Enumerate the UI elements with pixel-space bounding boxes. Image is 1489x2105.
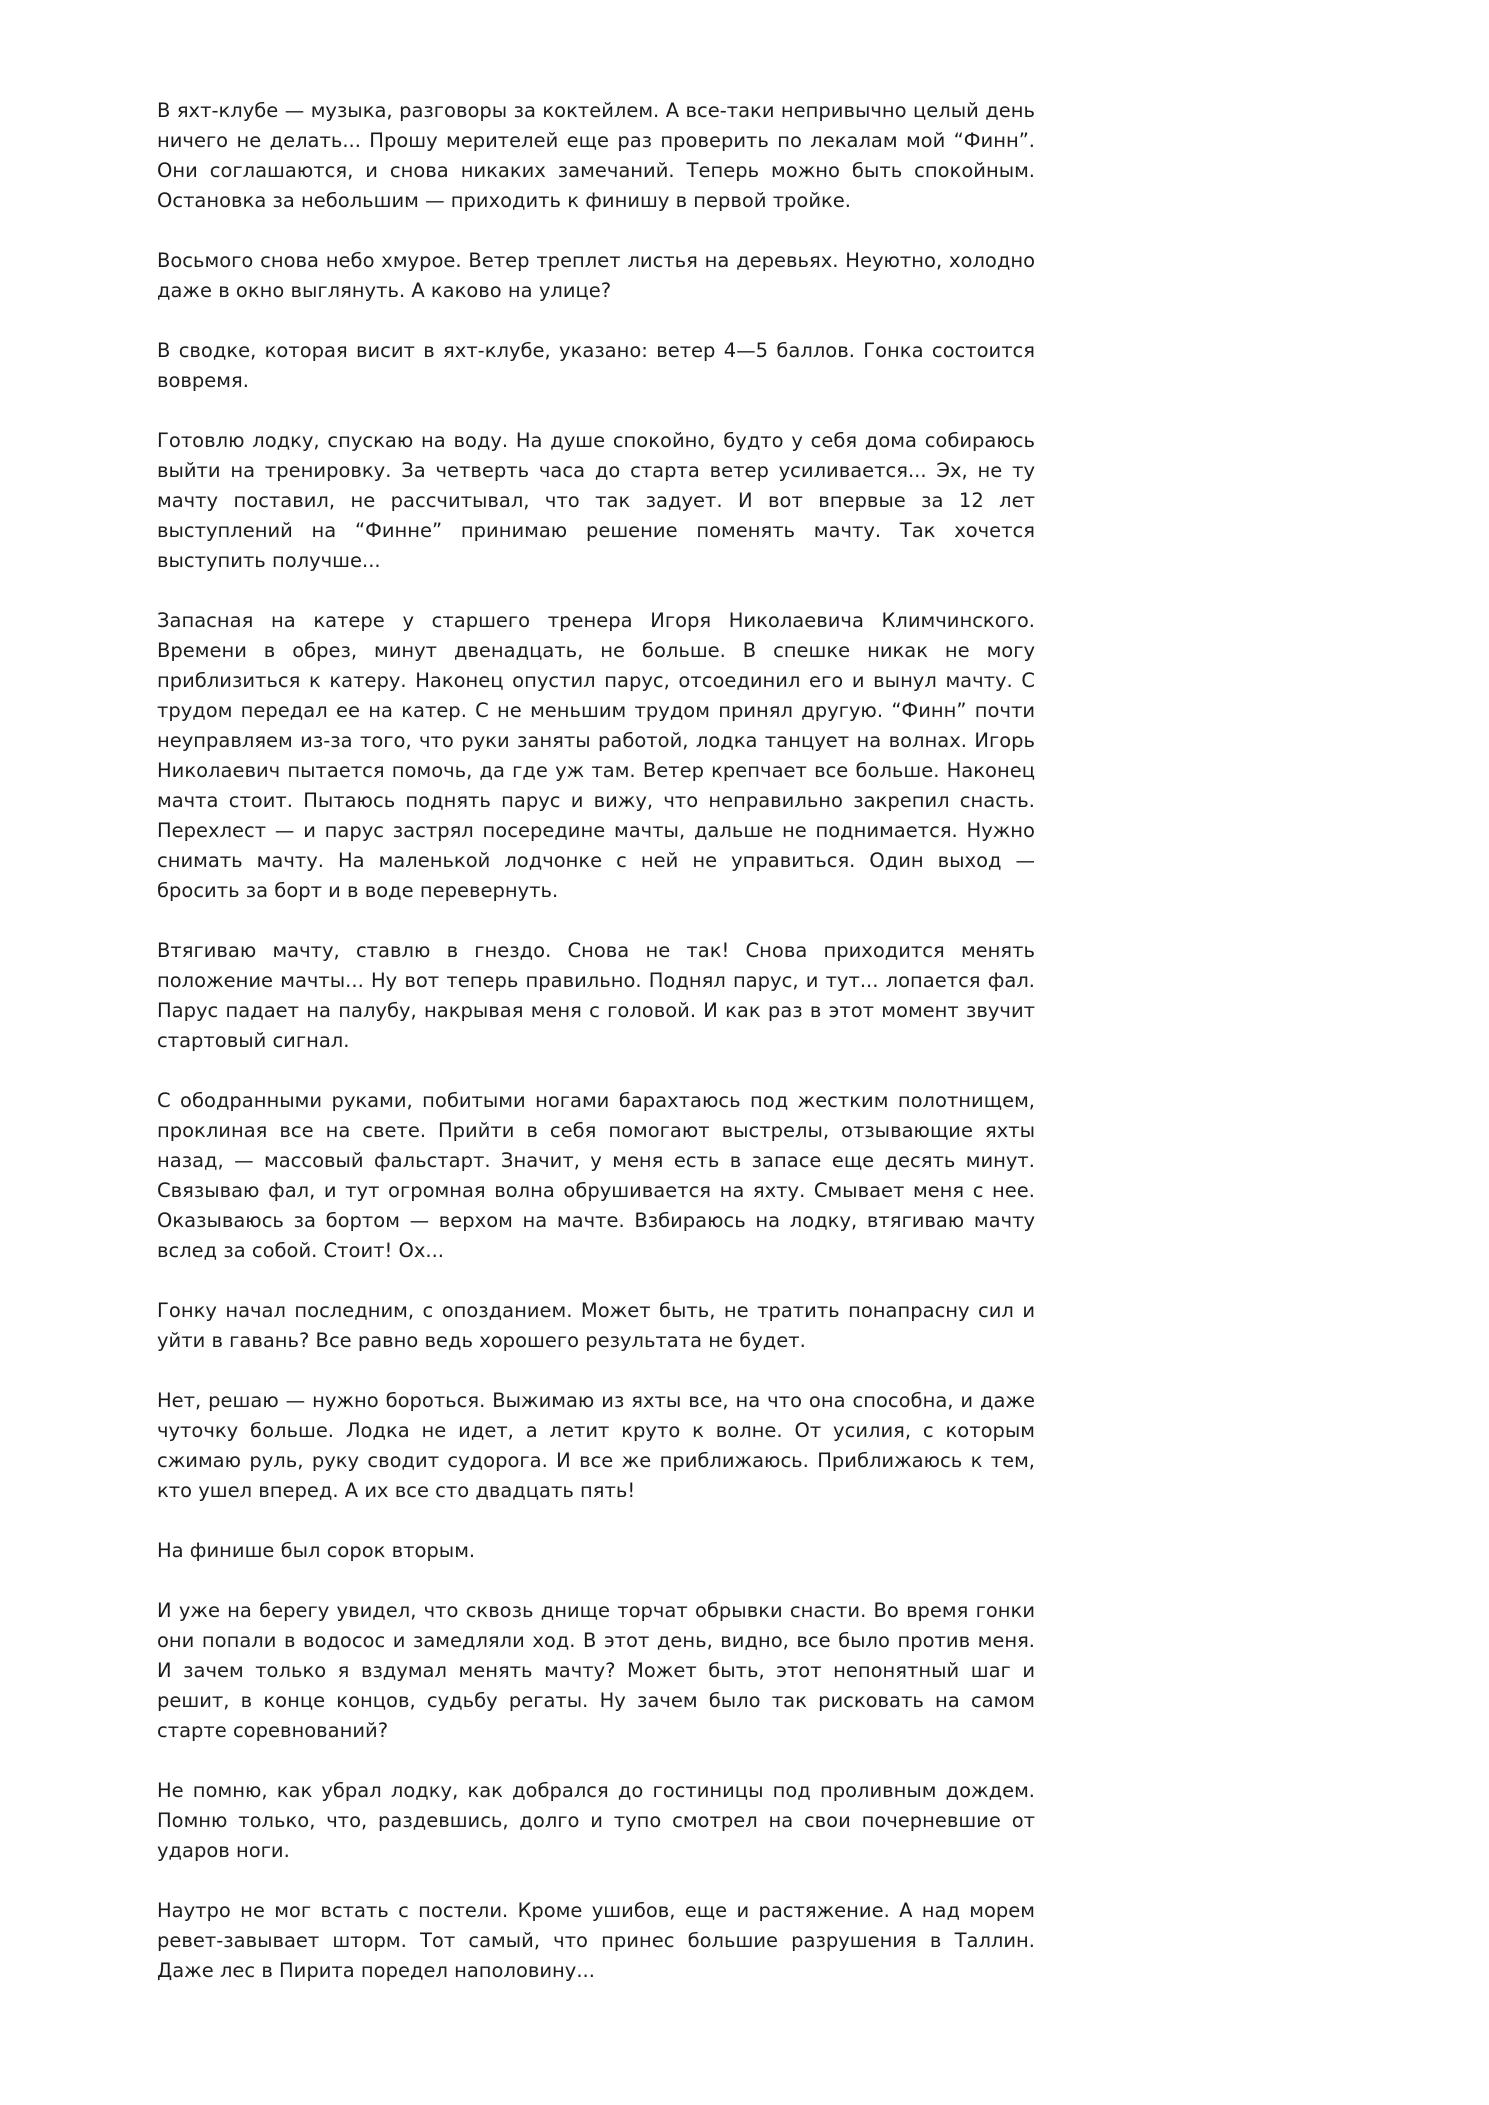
paragraph: Не помню, как убрал лодку, как добрался до гостиницы под проливным дождем. Помню только, что, раздевшись, долго и тупо смотрел на свои почерневшие от ударов ноги. [157, 1779, 1035, 1862]
paragraph: Гонку начал последним, с опозданием. Может быть, не тратить понапрасну сил и уйти в гавань? Все равно ведь хорошего результата не будет. [157, 1299, 1035, 1352]
paragraph: И уже на берегу увидел, что сквозь днище торчат обрывки снасти. Во время гонки они попали в водосос и замедляли ход. В этот день, видно, все было против меня. И зачем только я вздумал менять мачту? Может быть, этот непонятный шаг и решит, в конце концов, судьбу регаты. Ну зачем было так рисковать на самом старте соревнований? [157, 1599, 1035, 1742]
paragraph: Восьмого снова небо хмурое. Ветер треплет листья на деревьях. Неуютно, холодно даже в окно выглянуть. А каково на улице? [157, 249, 1035, 302]
paragraph: В яхт-клубе — музыка, разговоры за коктейлем. А все-таки непривычно целый день ничего не делать... Прошу мерителей еще раз проверить по лекалам мой “Финн”. Они соглашаются, и снова никаких замечаний. Теперь можно быть спокойным. Остановка за небольшим — приходить к финишу в первой тройке. [157, 99, 1035, 212]
paragraph: Запасная на катере у старшего тренера Игоря Николаевича Климчинского. Времени в обрез, минут двенадцать, не больше. В спешке никак не могу приблизиться к катеру. Наконец опустил парус, отсоединил его и вынул мачту. С трудом передал ее на катер. С не меньшим трудом принял другую. “Финн” почти неуправляем из-за того, что руки заняты работой, лодка танцует на волнах. Игорь Николаевич пытается помочь, да где уж там. Ветер крепчает все больше. Наконец мачта стоит. Пытаюсь поднять парус и вижу, что неправильно закрепил снасть. Перехлест — и парус застрял посередине мачты, дальше не поднимается. Нужно снимать мачту. На маленькой лодчонке с ней не управиться. Один выход — бросить за борт и в воде перевернуть. [157, 609, 1035, 902]
paragraph: Наутро не мог встать с постели. Кроме ушибов, еще и растяжение. А над морем ревет-завывает шторм. Тот самый, что принес большие разрушения в Таллин. Даже лес в Пирита поредел наполовину... [157, 1899, 1035, 1982]
paragraph: Готовлю лодку, спускаю на воду. На душе спокойно, будто у себя дома собираюсь выйти на тренировку. За четверть часа до старта ветер усиливается... Эх, не ту мачту поставил, не рассчитывал, что так задует. И вот впервые за 12 лет выступлений на “Финне” принимаю решение поменять мачту. Так хочется выступить получше... [157, 429, 1035, 572]
document-text-block [157, 96, 1035, 1986]
paragraph: Втягиваю мачту, ставлю в гнездо. Снова не так! Снова приходится менять положение мачты... Ну вот теперь правильно. Поднял парус, и тут... лопается фал. Парус падает на палубу, накрывая меня с головой. И как раз в этот момент звучит стартовый сигнал. [157, 939, 1035, 1052]
paragraph: В сводке, которая висит в яхт-клубе, указано: ветер 4—5 баллов. Гонка состоится вовремя. [157, 339, 1035, 392]
paragraph: На финише был сорок вторым. [157, 1539, 476, 1562]
paragraph: С ободранными руками, побитыми ногами барахтаюсь под жестким полотнищем, проклиная все на свете. Прийти в себя помогают выстрелы, отзывающие яхты назад, — массовый фальстарт. Значит, у меня есть в запасе еще десять минут. Связываю фал, и тут огромная волна обрушивается на яхту. Смывает меня с нее. Оказываюсь за бортом — верхом на мачте. Взбираюсь на лодку, втягиваю мачту вслед за собой. Стоит! Ох... [157, 1089, 1035, 1262]
paragraph: Нет, решаю — нужно бороться. Выжимаю из яхты все, на что она способна, и даже чуточку больше. Лодка не идет, а летит круто к волне. От усилия, с которым сжимаю руль, руку сводит судорога. И все же приближаюсь. Приближаюсь к тем, кто ушел вперед. А их все сто двадцать пять! [157, 1389, 1035, 1502]
